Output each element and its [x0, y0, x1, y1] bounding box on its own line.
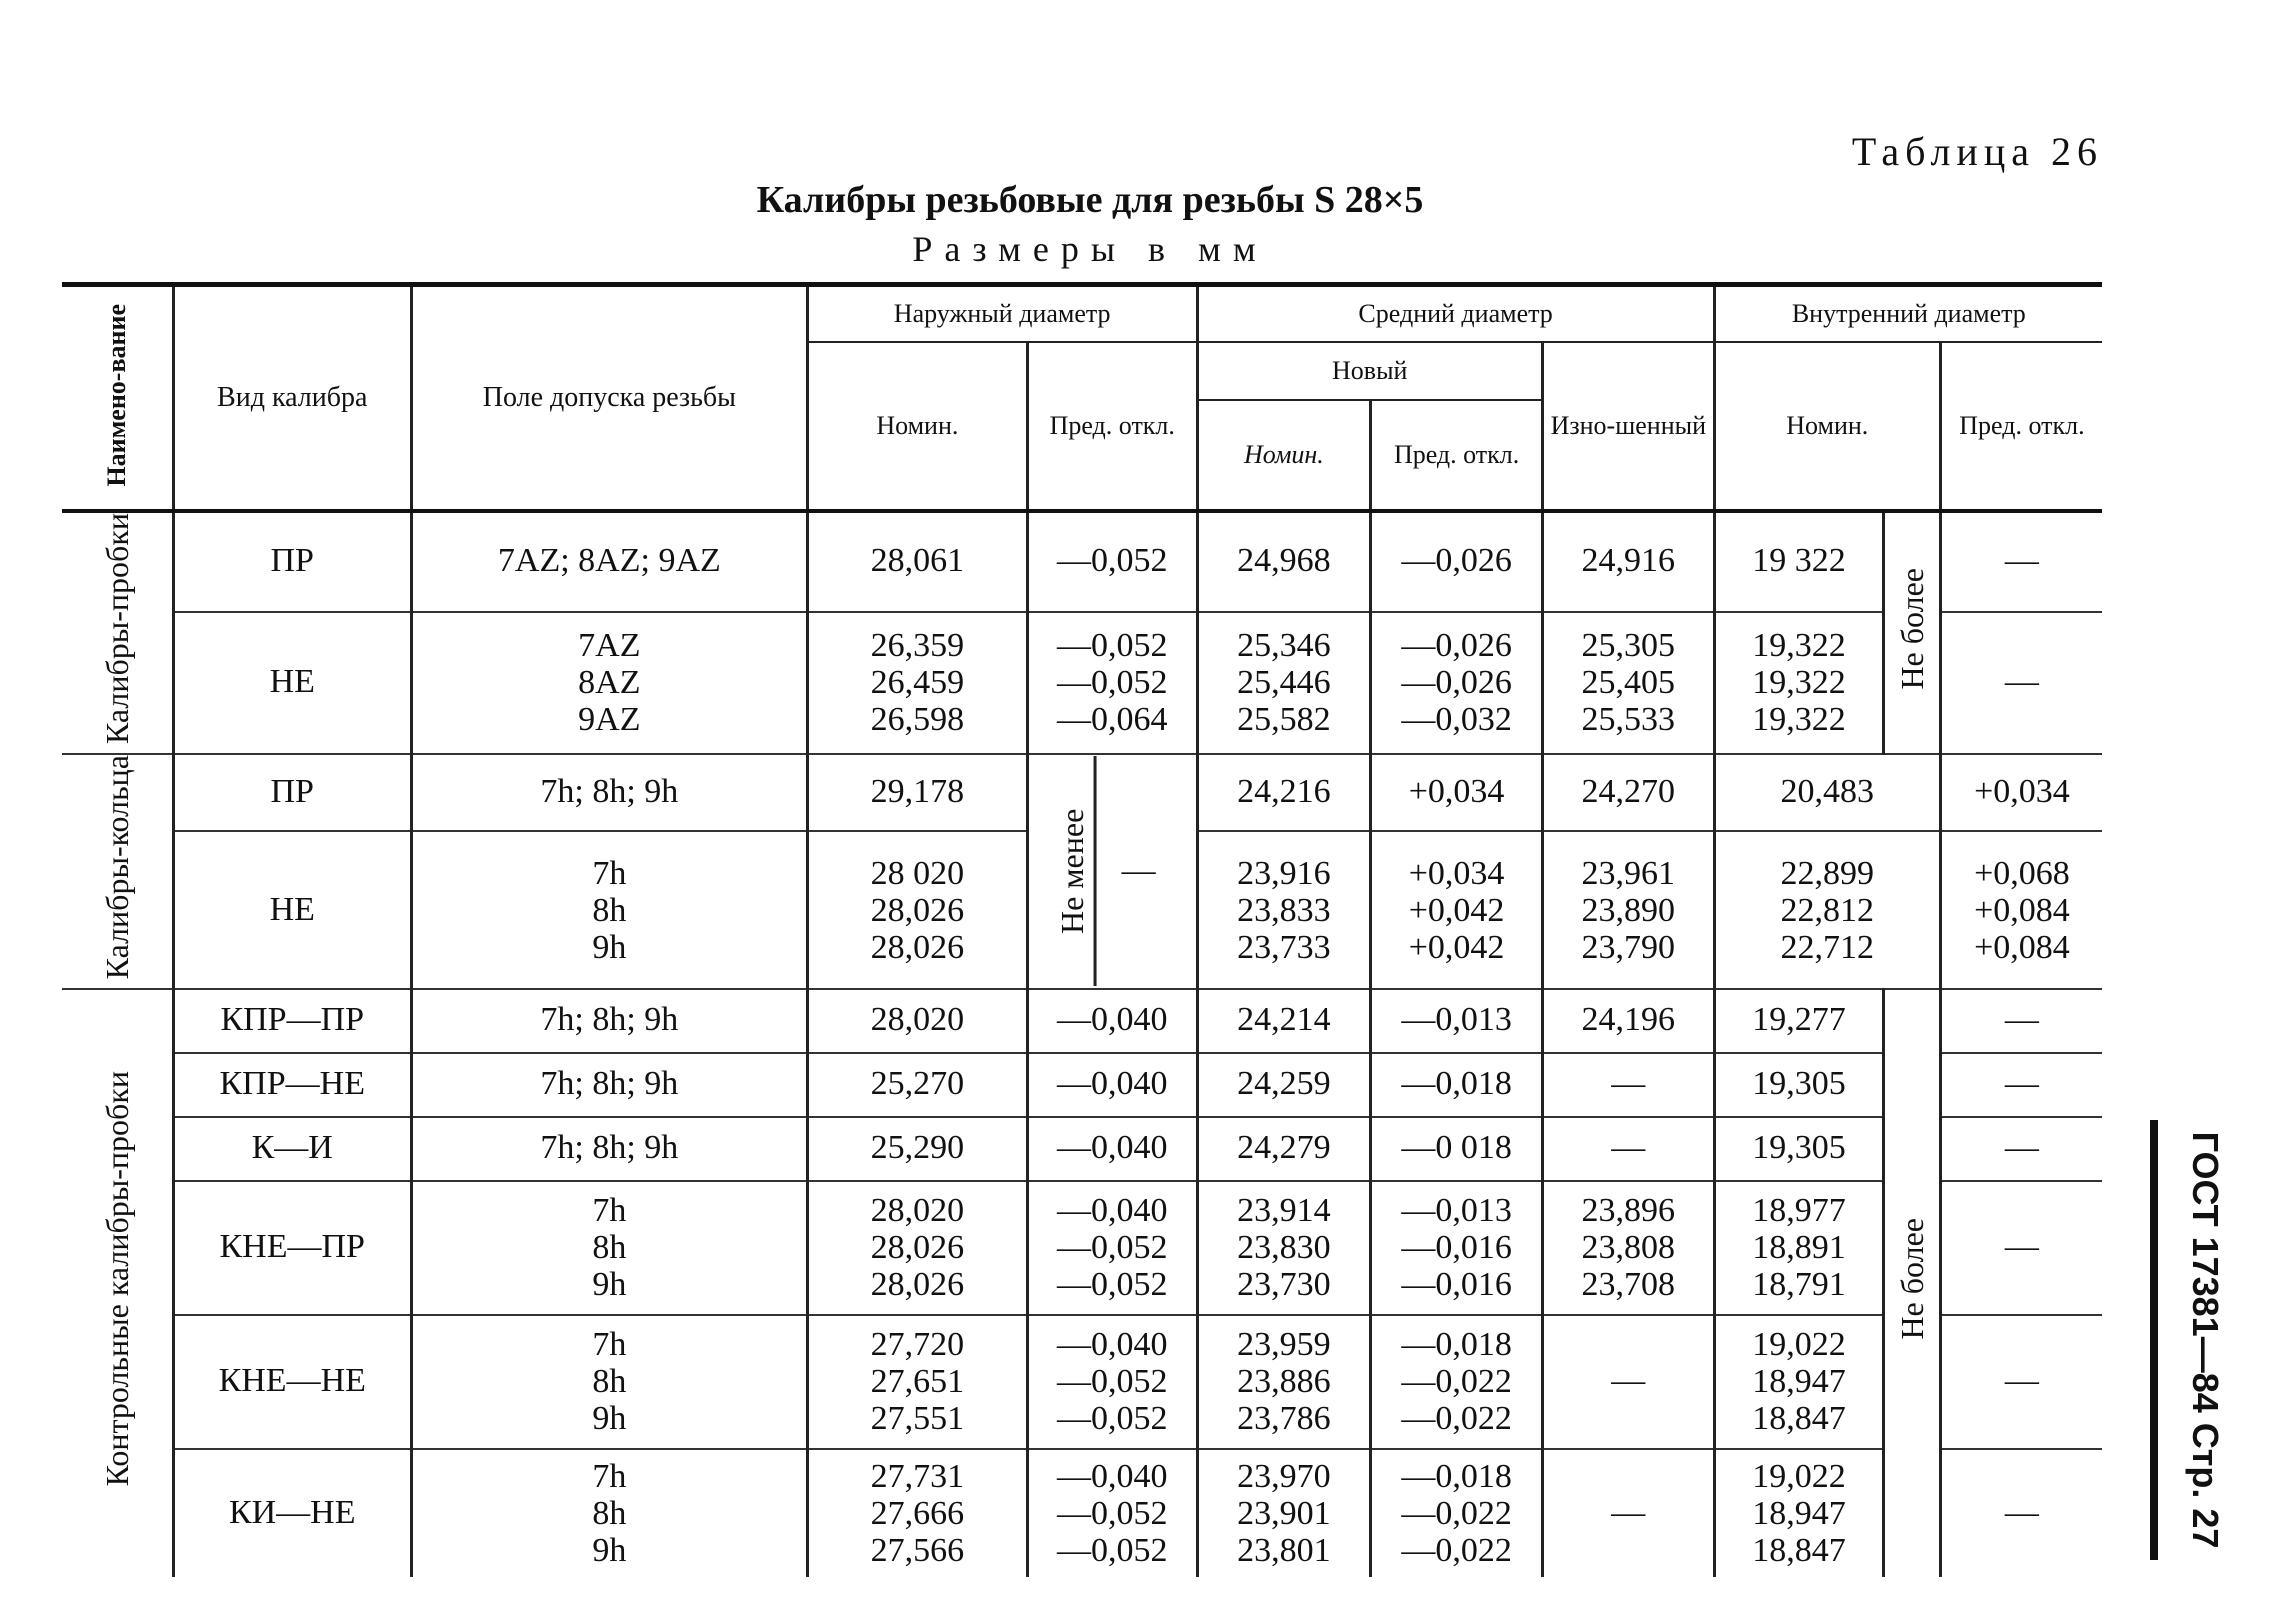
outer-nom-cell: 28,061 — [807, 511, 1027, 612]
outer-dev-cell: —0,040 —0,052 —0,052 — [1027, 1315, 1197, 1449]
middle-nom-cell: 23,916 23,833 23,733 — [1197, 831, 1371, 988]
worn-cell: — — [1542, 1117, 1714, 1181]
middle-dev-cell: +0,034 — [1371, 754, 1543, 832]
inner-nom-cell: 19 322 — [1714, 511, 1884, 612]
middle-nom-cell: 24,968 — [1197, 511, 1371, 612]
kind-cell: КНЕ—НЕ — [173, 1315, 411, 1449]
tolerance-cell: 7h; 8h; 9h — [411, 989, 807, 1053]
outer-nom-cell: 25,270 — [807, 1053, 1027, 1117]
tolerance-cell: 7h 8h 9h — [411, 831, 807, 988]
note-not-less: Не менее — — [1027, 754, 1197, 989]
table-row — [62, 1117, 2102, 1181]
kind-cell: КПР—НЕ — [173, 1053, 411, 1117]
kind-cell: ПР — [173, 511, 411, 612]
inner-dev-cell: — — [1940, 612, 2102, 754]
inner-dev-cell: — — [1940, 1117, 2102, 1181]
tolerance-cell: 7h; 8h; 9h — [411, 1117, 807, 1181]
inner-dev-cell: +0,068 +0,084 +0,084 — [1940, 831, 2102, 988]
middle-dev-cell: —0,018 —0,022 —0,022 — [1371, 1315, 1543, 1449]
outer-nom-cell: 26,359 26,459 26,598 — [807, 612, 1027, 754]
kind-cell: КИ—НЕ — [173, 1449, 411, 1577]
outer-nom-cell: 28 020 28,026 28,026 — [807, 831, 1027, 988]
kind-cell: НЕ — [173, 831, 411, 988]
kind-cell: КНЕ—ПР — [173, 1181, 411, 1315]
col-kind-header: Вид калибра — [173, 285, 411, 512]
worn-cell: 23,961 23,890 23,790 — [1542, 831, 1714, 988]
middle-dev-cell: +0,034 +0,042 +0,042 — [1371, 831, 1543, 988]
inner-nom-cell: 19,277 — [1714, 989, 1884, 1053]
middle-nom-cell: 25,346 25,446 25,582 — [1197, 612, 1371, 754]
middle-nom-cell: 24,214 — [1197, 989, 1371, 1053]
kind-cell: ПР — [173, 754, 411, 832]
outer-dev-cell: — — [1121, 851, 1156, 889]
tolerance-cell: 7h 8h 9h — [411, 1315, 807, 1449]
middle-dev-header: Пред. откл. — [1371, 400, 1543, 511]
inner-dev-cell: — — [1940, 1315, 2102, 1449]
middle-nom-header: Номин. — [1197, 400, 1371, 511]
worn-cell: 24,196 — [1542, 989, 1714, 1053]
worn-cell: — — [1542, 1315, 1714, 1449]
inner-diameter-header: Внутренний диаметр — [1714, 285, 2102, 343]
middle-nom-cell: 23,914 23,830 23,730 — [1197, 1181, 1371, 1315]
inner-nom-cell: 19,022 18,947 18,847 — [1714, 1449, 1884, 1577]
table-title: Калибры резьбовые для резьбы S 28×5 — [756, 179, 1424, 221]
col-name-header: Наимено-вание — [62, 285, 173, 512]
middle-nom-cell: 24,216 — [1197, 754, 1371, 832]
inner-dev-cell: +0,034 — [1940, 754, 2102, 832]
tolerance-cell: 7AZ; 8AZ; 9AZ — [411, 511, 807, 612]
inner-dev-header: Пред. откл. — [1940, 342, 2102, 511]
note-not-more: Не более — [1884, 989, 1941, 1577]
worn-cell: 24,270 — [1542, 754, 1714, 832]
outer-nom-cell: 27,720 27,651 27,551 — [807, 1315, 1027, 1449]
outer-dev-cell: —0,040 — [1027, 989, 1197, 1053]
inner-nom-cell: 19,305 — [1714, 1053, 1884, 1117]
worn-cell: 23,896 23,808 23,708 — [1542, 1181, 1714, 1315]
middle-dev-cell: —0 018 — [1371, 1117, 1543, 1181]
outer-dev-header: Пред. откл. — [1027, 342, 1197, 511]
middle-nom-cell: 23,959 23,886 23,786 — [1197, 1315, 1371, 1449]
gost-page-text: ГОСТ 17381—84 Стр. 27 — [2185, 1131, 2226, 1549]
outer-nom-header: Номин. — [807, 342, 1027, 511]
col-tolerance-header: Поле допуска резьбы — [411, 285, 807, 512]
inner-dev-cell: — — [1940, 511, 2102, 612]
outer-dev-cell: —0,040 —0,052 —0,052 — [1027, 1449, 1197, 1577]
side-rule — [2150, 1120, 2158, 1560]
table-number: Таблица 26 — [1851, 129, 2103, 174]
table-row — [62, 1053, 2102, 1117]
middle-dev-cell: —0,026 — [1371, 511, 1543, 612]
tolerance-cell: 7h 8h 9h — [411, 1181, 807, 1315]
outer-nom-cell: 28,020 28,026 28,026 — [807, 1181, 1027, 1315]
group-control: Контрольные калибры-пробки — [62, 989, 173, 1577]
worn-cell: 24,916 — [1542, 511, 1714, 612]
outer-dev-cell: —0,040 — [1027, 1053, 1197, 1117]
inner-nom-cell: 18,977 18,891 18,791 — [1714, 1181, 1884, 1315]
kind-cell: НЕ — [173, 612, 411, 754]
table-row — [62, 1449, 2102, 1577]
middle-dev-cell: —0,013 — [1371, 989, 1543, 1053]
gauge-table — [62, 282, 2102, 1577]
middle-diameter-header: Средний диаметр — [1197, 285, 1714, 343]
outer-nom-cell: 29,178 — [807, 754, 1027, 832]
outer-dev-cell: —0,040 —0,052 —0,052 — [1027, 1181, 1197, 1315]
inner-nom-cell: 22,899 22,812 22,712 — [1714, 831, 1940, 988]
group-rings: Калибры-кольца — [62, 754, 173, 989]
table-row — [62, 1181, 2102, 1315]
tolerance-cell: 7h; 8h; 9h — [411, 754, 807, 832]
note-not-more: Не более — [1884, 511, 1941, 754]
inner-dev-cell: — — [1940, 1181, 2102, 1315]
outer-nom-cell: 25,290 — [807, 1117, 1027, 1181]
tolerance-cell: 7h; 8h; 9h — [411, 1053, 807, 1117]
worn-cell: — — [1542, 1449, 1714, 1577]
tolerance-cell: 7h 8h 9h — [411, 1449, 807, 1577]
outer-dev-cell: —0,052 — [1027, 511, 1197, 612]
inner-nom-cell: 19,322 19,322 19,322 — [1714, 612, 1884, 754]
inner-dev-cell: — — [1940, 989, 2102, 1053]
table-row — [62, 1315, 2102, 1449]
table-row — [62, 754, 2102, 832]
inner-nom-header: Номин. — [1714, 342, 1940, 511]
middle-dev-cell: —0,026 —0,026 —0,032 — [1371, 612, 1543, 754]
inner-nom-cell: 20,483 — [1714, 754, 1940, 832]
table-row — [62, 612, 2102, 754]
outer-nom-cell: 27,731 27,666 27,566 — [807, 1449, 1027, 1577]
outer-dev-cell: —0,052 —0,052 —0,064 — [1027, 612, 1197, 754]
outer-diameter-header: Наружный диаметр — [807, 285, 1197, 343]
worn-header: Изно-шенный — [1542, 342, 1714, 511]
page-side-label — [2165, 1120, 2245, 1560]
middle-dev-cell: —0,013 —0,016 —0,016 — [1371, 1181, 1543, 1315]
middle-dev-cell: —0,018 — [1371, 1053, 1543, 1117]
worn-cell: — — [1542, 1053, 1714, 1117]
group-plugs: Калибры-пробки — [98, 513, 135, 745]
table-row — [62, 511, 2102, 612]
worn-cell: 25,305 25,405 25,533 — [1542, 612, 1714, 754]
outer-nom-cell: 28,020 — [807, 989, 1027, 1053]
new-header: Новый — [1197, 342, 1542, 400]
inner-dev-cell: — — [1940, 1053, 2102, 1117]
middle-nom-cell: 24,279 — [1197, 1117, 1371, 1181]
inner-nom-cell: 19,305 — [1714, 1117, 1884, 1181]
middle-dev-cell: —0,018 —0,022 —0,022 — [1371, 1449, 1543, 1577]
table-row — [62, 989, 2102, 1053]
middle-nom-cell: 23,970 23,901 23,801 — [1197, 1449, 1371, 1577]
units-caption: Размеры в мм — [912, 229, 1268, 269]
kind-cell: К—И — [173, 1117, 411, 1181]
inner-dev-cell: — — [1940, 1449, 2102, 1577]
tolerance-cell: 7AZ 8AZ 9AZ — [411, 612, 807, 754]
kind-cell: КПР—ПР — [173, 989, 411, 1053]
middle-nom-cell: 24,259 — [1197, 1053, 1371, 1117]
inner-nom-cell: 19,022 18,947 18,847 — [1714, 1315, 1884, 1449]
outer-dev-cell: —0,040 — [1027, 1117, 1197, 1181]
